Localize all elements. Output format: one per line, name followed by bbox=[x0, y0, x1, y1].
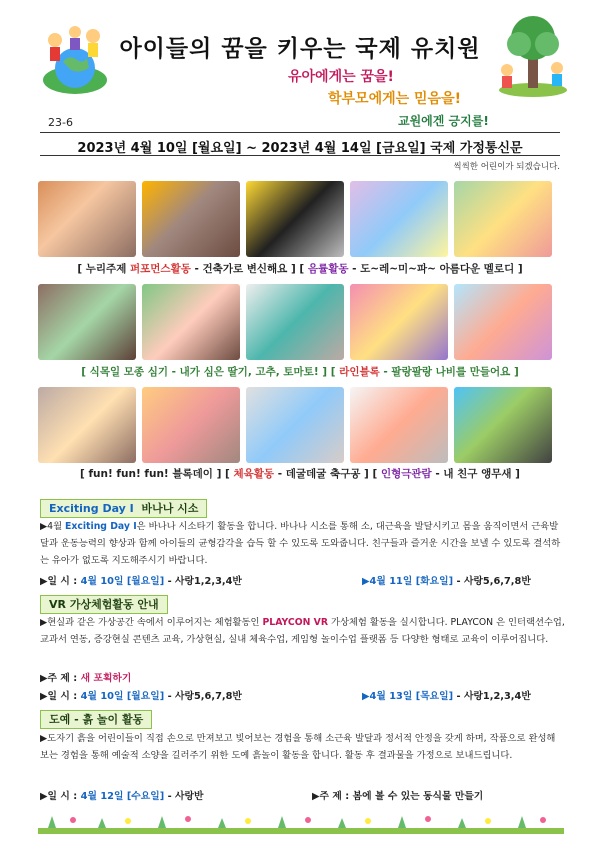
photo-planting-2 bbox=[142, 284, 240, 360]
caption-row-2: [ 식목일 모종 심기 - 내가 심은 딸기, 고추, 토마토! ] [ 라인블록 - 팔랑팔랑 나비를 만들어요 ] bbox=[81, 366, 519, 378]
exciting-schedule-1: ▶일 시 : 4월 10일 [월요일] - 사랑1,2,3,4반 bbox=[40, 576, 242, 587]
slogan-teacher: 교원에겐 긍지를! bbox=[398, 114, 489, 128]
issue-number: 23-6 bbox=[48, 116, 73, 129]
exciting-schedule-2: ▶4월 11일 [화요일] - 사랑5,6,7,8반 bbox=[362, 576, 531, 587]
photo-planting-3 bbox=[246, 284, 344, 360]
exciting-body: ▶4월 Exciting Day Ⅰ은 바나나 시소타기 활동을 합니다. 바나나 시소를 통해 소, 대근육을 발달시키고 몸을 움직이면서 근육발달과 운동능력의 향상과 함께 아이들의 균형감각을 습득 할 수 있도록 도와줍니다. 친구들과 즐거운 시간을 보낼 수 있도록 결석하는 유아가 없도록 지도해주시기 바랍니다. bbox=[40, 521, 561, 566]
slogan-child: 유아에게는 꿈을! bbox=[288, 69, 394, 85]
photo-blockday-2 bbox=[142, 387, 240, 463]
kids-globe-illustration bbox=[35, 18, 115, 98]
photo-music-1 bbox=[350, 181, 448, 257]
caption-row-1: [ 누리주제 퍼포먼스활동 - 건축가로 변신해요 ] [ 음률활동 - 도~레~미~파~ 아름다운 멜로디 ] bbox=[77, 263, 523, 275]
kids-tree-illustration bbox=[493, 14, 573, 98]
vr-schedule-1: ▶일 시 : 4월 10일 [월요일] - 사랑5,6,7,8반 bbox=[40, 691, 242, 702]
photo-music-2 bbox=[454, 181, 552, 257]
divider bbox=[40, 132, 560, 133]
pottery-schedule: ▶일 시 : 4월 12일 [수요일] - 사랑반 bbox=[40, 791, 204, 802]
divider bbox=[40, 155, 560, 156]
date-line: 2023년 4월 10일 [월요일] ~ 2023년 4월 14일 [금요일] 국제 가정통신문 bbox=[77, 141, 523, 156]
photo-planting-1 bbox=[38, 284, 136, 360]
pottery-theme: ▶주 제 : 봄에 볼 수 있는 동식물 만들기 bbox=[312, 791, 484, 802]
photo-building-2 bbox=[142, 181, 240, 257]
photo-puppet-show bbox=[454, 387, 552, 463]
page-title: 아이들의 꿈을 키우는 국제 유치원 bbox=[119, 36, 481, 62]
section-title-vr: VR 가상체험활동 안내 bbox=[40, 595, 168, 614]
caption-row-3: [ fun! fun! fun! 블록데이 ] [ 체육활동 - 데굴데굴 축구공 ] [ 인형극관람 - 내 친구 앵무새 ] bbox=[80, 468, 520, 480]
photo-blockday-1 bbox=[38, 387, 136, 463]
photo-lineblock-2 bbox=[454, 284, 552, 360]
photo-soccer-2 bbox=[350, 387, 448, 463]
motto: 씩씩한 어린이가 되겠습니다. bbox=[453, 162, 560, 172]
section-title-pottery: 도예 - 흙 놀이 활동 bbox=[40, 710, 152, 729]
slogan-parent: 학부모에게는 믿음을! bbox=[328, 91, 461, 107]
photo-building-3 bbox=[246, 181, 344, 257]
vr-schedule-2: ▶4월 13일 [목요일] - 사랑1,2,3,4반 bbox=[362, 691, 531, 702]
photo-building-1 bbox=[38, 181, 136, 257]
grass-border-decoration bbox=[38, 812, 564, 834]
photo-soccer-1 bbox=[246, 387, 344, 463]
vr-body: ▶현실과 같은 가상공간 속에서 이루어지는 체험활동인 PLAYCON VR 가상체험 활동을 실시합니다. PLAYCON 은 인터랙션수업, 교과서 연동, 증강현실 콘텐츠 교육, 가상현실, 실내 체육수업, 게임형 놀이수업 플랫폼 등 다양한 형태로 교육이 이루어집니다. bbox=[40, 617, 565, 645]
section-title-exciting: Exciting Day Ⅰ 바나나 시소 bbox=[40, 499, 207, 518]
pottery-body: ▶도자기 흙을 어린이들이 직접 손으로 만져보고 빚어보는 경험을 통해 소근육 발달과 정서적 안정을 갖게 하며, 작품으로 완성해 보는 경험을 통해 예술적 소양을 길러주기 위한 도예 흙놀이 활동을 합니다. 활동 후 결과물을 가정으로 보내드립니다. bbox=[40, 733, 556, 761]
vr-theme: ▶주 제 : 새 포획하기 bbox=[40, 673, 132, 684]
photo-lineblock-1 bbox=[350, 284, 448, 360]
